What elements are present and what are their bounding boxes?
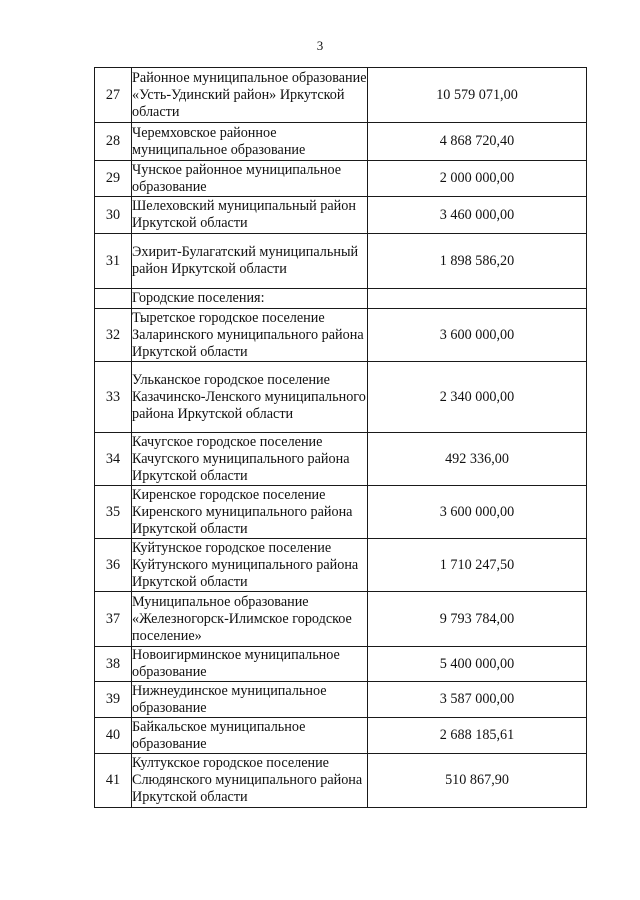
amount-value: 492 336,00: [368, 433, 587, 486]
table-row: [95, 362, 587, 433]
municipality-name: Районное муниципальное образование «Усть-Удинский район» Иркутской области: [132, 68, 368, 123]
municipality-name: Качугское городское поселение Качугского муниципального района Иркутской области: [132, 433, 368, 486]
row-number: 29: [95, 161, 132, 197]
row-number: 33: [95, 362, 132, 433]
municipality-name: Култукское городское поселение Слюдянского муниципального района Иркутской области: [132, 754, 368, 808]
amount-value: 3 600 000,00: [368, 309, 587, 362]
amount-value: 3 587 000,00: [368, 682, 587, 718]
table-row: [95, 433, 587, 486]
amount-value: 10 579 071,00: [368, 68, 587, 123]
amount-value: 4 868 720,40: [368, 123, 587, 161]
row-number: 36: [95, 539, 132, 592]
table-row: [95, 486, 587, 539]
row-number: 34: [95, 433, 132, 486]
row-number: 38: [95, 647, 132, 682]
amount-value: [368, 289, 587, 309]
municipality-name: Чунское районное муниципальное образование: [132, 161, 368, 197]
row-number: 28: [95, 123, 132, 161]
table-row: [95, 161, 587, 197]
page-number: 3: [316, 38, 324, 53]
municipality-name: Куйтунское городское поселение Куйтунского муниципального района Иркутской области: [132, 539, 368, 592]
row-number: 27: [95, 68, 132, 123]
municipality-name: Муниципальное образование «Железногорск-Илимское городское поселение»: [132, 592, 368, 647]
municipality-name: Эхирит-Булагатский муниципальный район Иркутской области: [132, 234, 368, 289]
row-number: 41: [95, 754, 132, 808]
section-row: [95, 289, 587, 309]
amount-value: 2 000 000,00: [368, 161, 587, 197]
table-row: [95, 68, 587, 123]
row-number: 37: [95, 592, 132, 647]
municipality-name: Тыретское городское поселение Заларинского муниципального района Иркутской области: [132, 309, 368, 362]
municipality-name: Новоигирминское муниципальное образование: [132, 647, 368, 682]
amount-value: 2 688 185,61: [368, 718, 587, 754]
amount-value: 5 400 000,00: [368, 647, 587, 682]
municipality-name: Нижнеудинское муниципальное образование: [132, 682, 368, 718]
row-number: 39: [95, 682, 132, 718]
municipality-name: Шелеховский муниципальный район Иркутской области: [132, 197, 368, 234]
table-row: [95, 647, 587, 682]
amount-value: 9 793 784,00: [368, 592, 587, 647]
table-row: [95, 718, 587, 754]
amount-value: 1 898 586,20: [368, 234, 587, 289]
table-row: [95, 754, 587, 808]
municipality-name: Ульканское городское поселение Казачинско-Ленского муниципального района Иркутской области: [132, 362, 368, 433]
amount-value: 1 710 247,50: [368, 539, 587, 592]
section-label: Городские поселения:: [132, 289, 368, 309]
row-number: 31: [95, 234, 132, 289]
amount-value: 3 460 000,00: [368, 197, 587, 234]
row-number: 40: [95, 718, 132, 754]
table-row: [95, 592, 587, 647]
table-row: [95, 123, 587, 161]
municipality-name: Байкальское муниципальное образование: [132, 718, 368, 754]
row-number: 30: [95, 197, 132, 234]
table-row: [95, 234, 587, 289]
table-row: [95, 197, 587, 234]
amount-value: 2 340 000,00: [368, 362, 587, 433]
row-number: 32: [95, 309, 132, 362]
allocation-table: [94, 67, 587, 808]
row-number: 35: [95, 486, 132, 539]
amount-value: 510 867,90: [368, 754, 587, 808]
table-row: [95, 682, 587, 718]
municipality-name: Черемховское районное муниципальное образование: [132, 123, 368, 161]
table-row: [95, 309, 587, 362]
table-row: [95, 539, 587, 592]
row-number: [95, 289, 132, 309]
amount-value: 3 600 000,00: [368, 486, 587, 539]
municipality-name: Киренское городское поселение Киренского муниципального района Иркутской области: [132, 486, 368, 539]
